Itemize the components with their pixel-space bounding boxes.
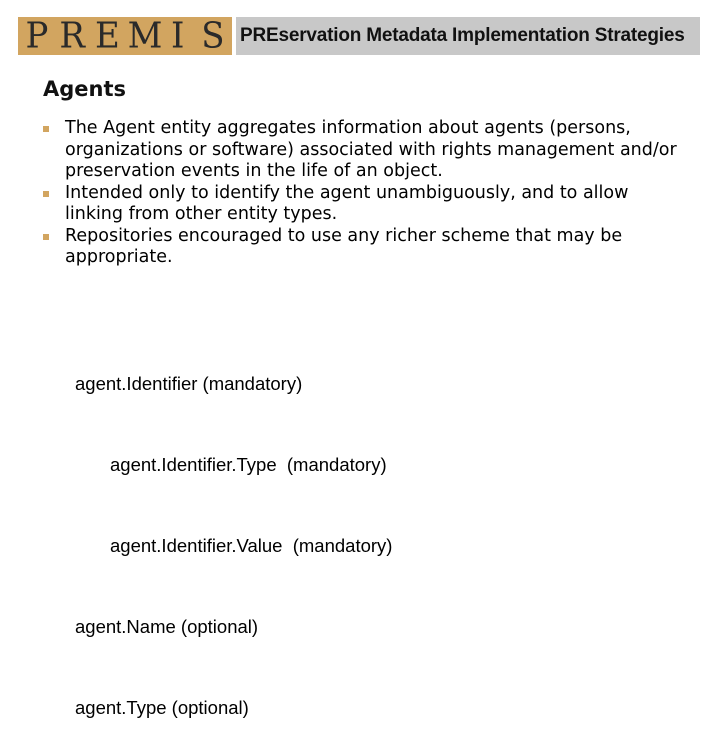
- logo-letter: M: [127, 15, 163, 58]
- bullet-item: [43, 183, 683, 226]
- logo-letter: E: [94, 15, 120, 58]
- field-line-sub: agent.Identifier.Value (mandatory): [110, 535, 393, 556]
- field-line: agent.Identifier (mandatory): [75, 373, 303, 394]
- premis-banner: [18, 15, 700, 58]
- square-bullet-icon: [43, 126, 49, 132]
- tagline-bar: [236, 17, 700, 55]
- bullet-text: The Agent entity aggregates information about agents (persons, organizations or software) associated with rights management and/or preservation events in the life of an object.: [65, 118, 677, 181]
- square-bullet-icon: [43, 191, 49, 197]
- field-line: agent.Type (optional): [75, 697, 249, 718]
- bullet-text: Intended only to identify the agent unambiguously, and to allow linking from other entity types.: [65, 182, 629, 224]
- slide-title: Agents: [43, 77, 127, 101]
- tagline: PREservation Metadata Implementation Strategies: [240, 25, 685, 46]
- bullet-item: [43, 226, 683, 269]
- bullet-item: [43, 118, 683, 183]
- square-bullet-icon: [43, 234, 49, 240]
- premis-logo-letters: [18, 16, 232, 56]
- logo-letter: I: [171, 15, 185, 58]
- logo-letter: P: [25, 15, 49, 58]
- logo-letter: S: [201, 15, 225, 58]
- agent-field-list: [75, 316, 392, 748]
- bullet-list: [43, 118, 683, 269]
- field-line-sub: agent.Identifier.Type (mandatory): [110, 454, 387, 475]
- bullet-text: Repositories encouraged to use any richer scheme that may be appropriate.: [65, 225, 623, 267]
- logo-letter: R: [59, 15, 85, 58]
- field-line: agent.Name (optional): [75, 616, 259, 637]
